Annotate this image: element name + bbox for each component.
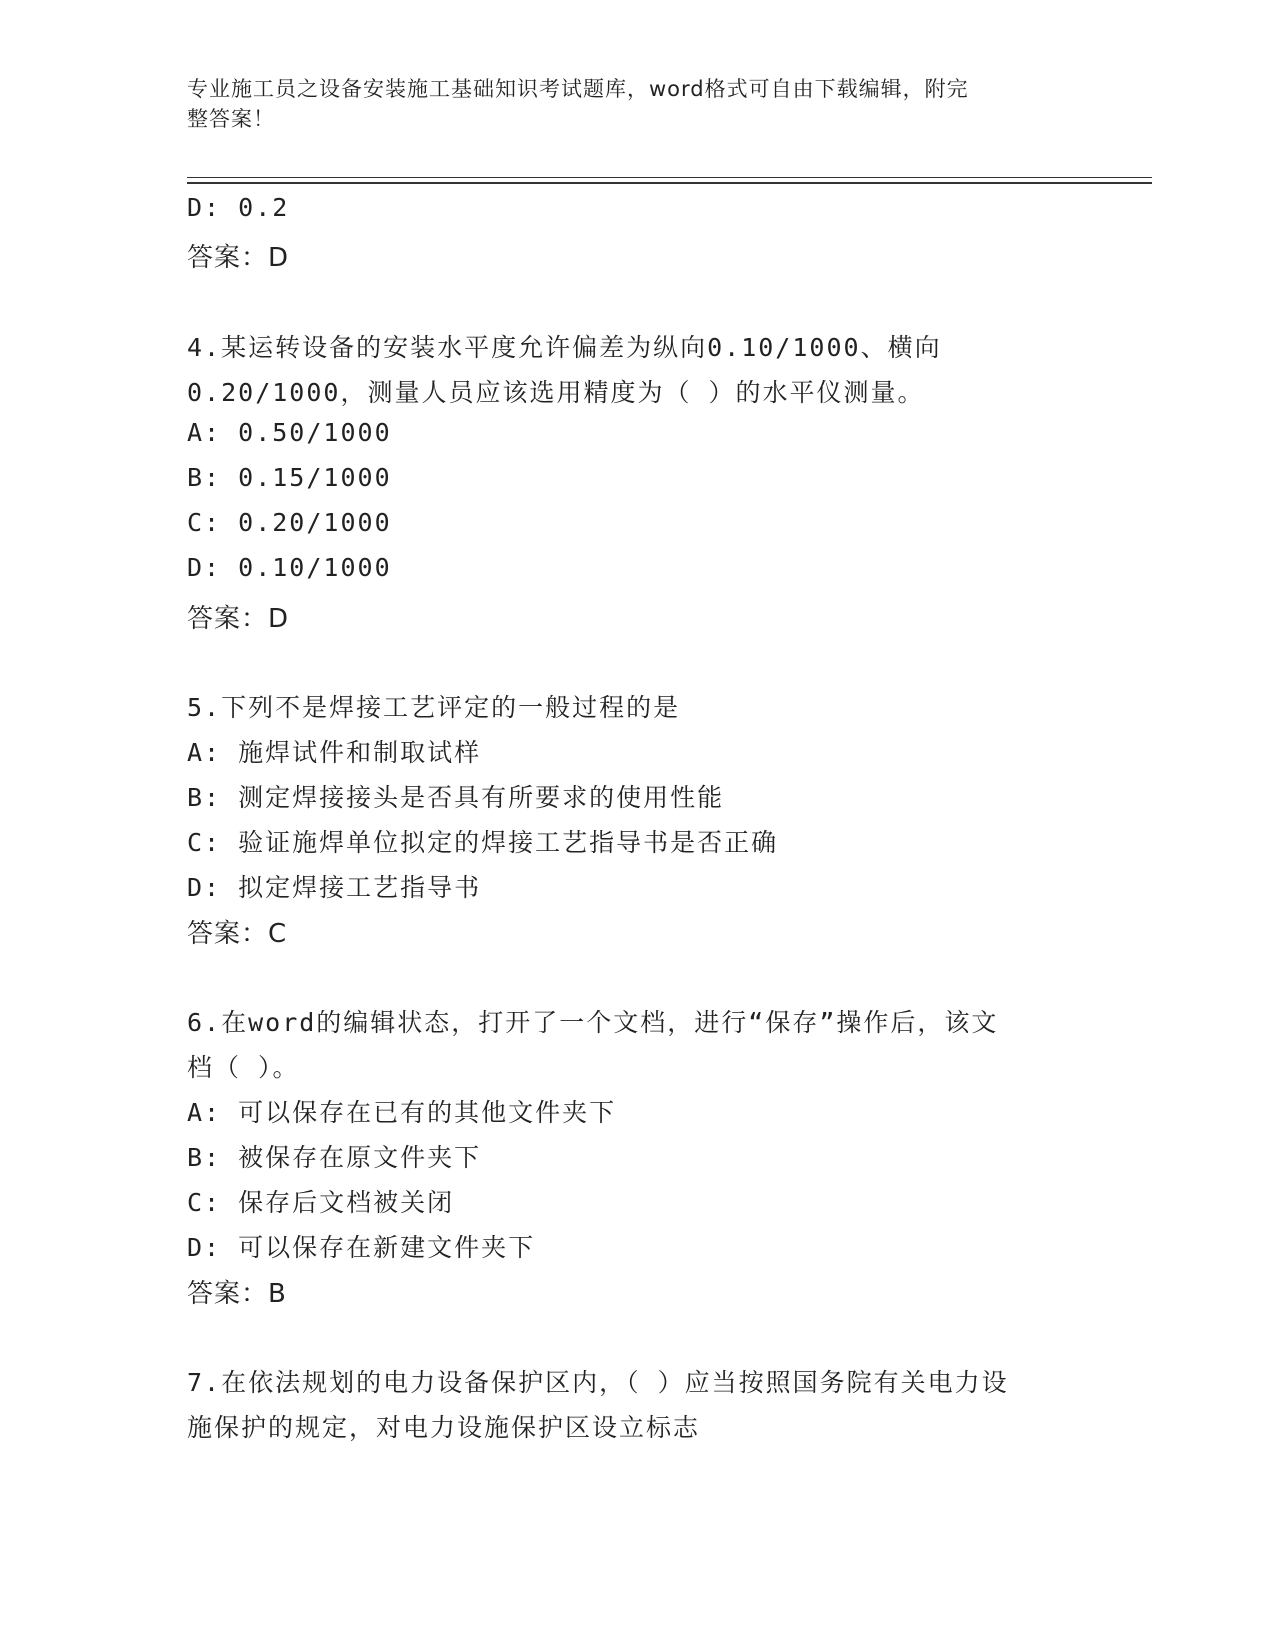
carryover-option-d: D: 0.2 xyxy=(187,193,290,222)
question-5-stem-line-1: 5.下列不是焊接工艺评定的一般过程的是 xyxy=(187,693,681,722)
header-line-1: 专业施工员之设备安装施工基础知识考试题库，word格式可自由下载编辑，附完 xyxy=(187,77,969,101)
carryover-answer: 答案：D xyxy=(187,243,290,273)
question-5-option-a: A: 施焊试件和制取试样 xyxy=(187,738,482,767)
question-6-answer: 答案：B xyxy=(187,1279,287,1309)
question-4-answer: 答案：D xyxy=(187,604,290,634)
question-6-option-a: A: 可以保存在已有的其他文件夹下 xyxy=(187,1098,617,1127)
question-7-stem-line-2: 施保护的规定，对电力设施保护区设立标志 xyxy=(187,1413,701,1442)
header-line-2: 整答案！ xyxy=(187,107,275,131)
question-4-stem-line-2: 0.20/1000，测量人员应该选用精度为（ ）的水平仪测量。 xyxy=(187,378,925,407)
question-4-option-c: C: 0.20/1000 xyxy=(187,508,392,537)
question-5-option-d: D: 拟定焊接工艺指导书 xyxy=(187,873,482,902)
question-6-option-c: C: 保存后文档被关闭 xyxy=(187,1188,455,1217)
question-4-option-a: A: 0.50/1000 xyxy=(187,418,392,447)
question-5-answer: 答案：C xyxy=(187,919,288,949)
page-header xyxy=(187,74,1067,134)
question-6-stem-line-2: 档（ ）。 xyxy=(187,1053,300,1082)
question-6-option-d: D: 可以保存在新建文件夹下 xyxy=(187,1233,536,1262)
question-5-option-c: C: 验证施焊单位拟定的焊接工艺指导书是否正确 xyxy=(187,828,779,857)
question-4-option-b: B: 0.15/1000 xyxy=(187,463,392,492)
question-5-option-b: B: 测定焊接接头是否具有所要求的使用性能 xyxy=(187,783,725,812)
question-4-stem-line-1: 4.某运转设备的安装水平度允许偏差为纵向0.10/1000、横向 xyxy=(187,333,942,362)
header-divider-thin xyxy=(187,177,1152,178)
question-4-option-d: D: 0.10/1000 xyxy=(187,553,392,582)
question-6-stem-line-1: 6.在word的编辑状态，打开了一个文档，进行“保存”操作后，该文 xyxy=(187,1008,999,1037)
header-divider-thick xyxy=(187,182,1152,184)
question-7-stem-line-1: 7.在依法规划的电力设备保护区内，（ ）应当按照国务院有关电力设 xyxy=(187,1368,1009,1397)
question-6-option-b: B: 被保存在原文件夹下 xyxy=(187,1143,482,1172)
